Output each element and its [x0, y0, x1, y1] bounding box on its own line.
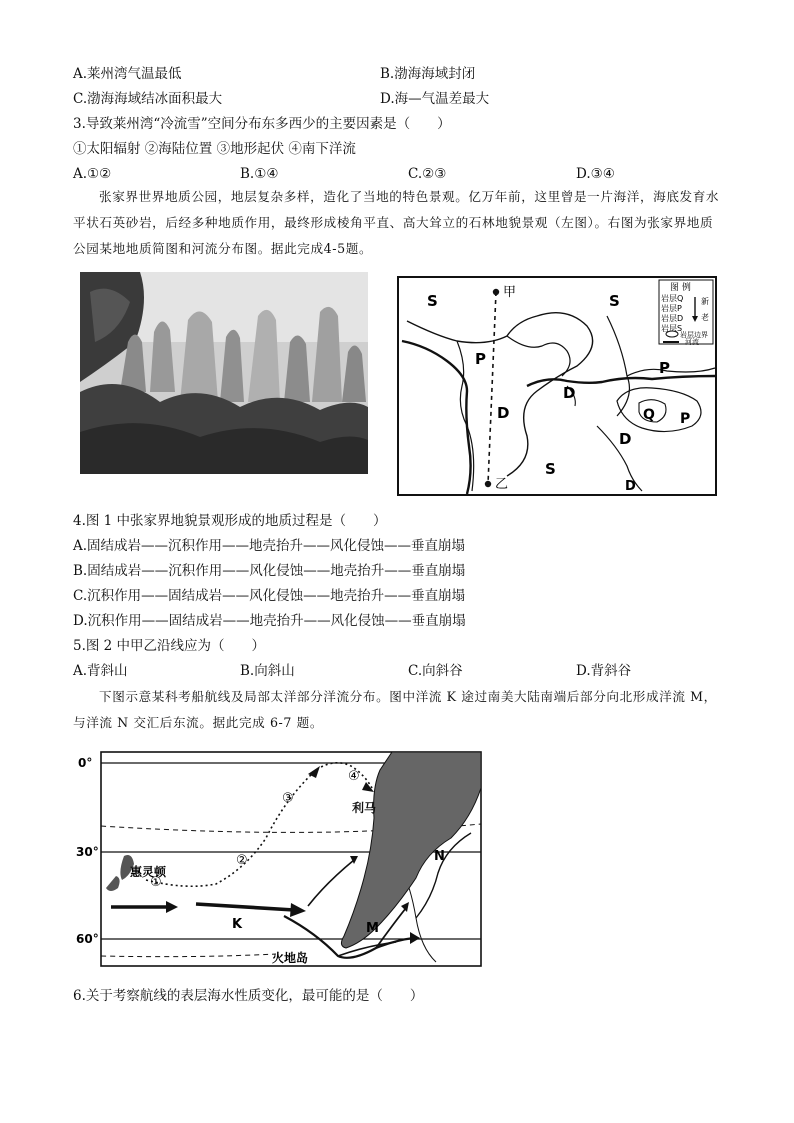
stone-forest-photo	[80, 272, 368, 474]
current-n: N	[434, 849, 445, 864]
legend-layer-q: 岩层Q	[661, 294, 684, 303]
legend-river: 河流	[685, 338, 699, 346]
label-wellington: 惠灵顿	[130, 865, 167, 879]
current-m: M	[366, 921, 379, 936]
layer-label: P	[680, 411, 691, 427]
q3-option-b: B.①④	[240, 166, 279, 182]
q6-stem: 6.关于考察航线的表层海水性质变化，最可能的是（ ）	[73, 988, 424, 1004]
label-tierra-del-fuego: 火地岛	[272, 951, 309, 965]
layer-label: D	[619, 430, 632, 448]
route-map	[76, 748, 496, 972]
layer-label: D	[563, 384, 576, 402]
legend-old: 老	[701, 313, 709, 322]
legend-layer-p: 岩层P	[661, 304, 682, 313]
layer-label: S	[427, 292, 438, 310]
q4-option-c: C.沉积作用——固结成岩——风化侵蚀——地壳抬升——垂直崩塌	[73, 588, 466, 604]
q4-stem: 4.图 1 中张家界地貌景观形成的地质过程是（ ）	[73, 513, 387, 529]
stop-3: ③	[282, 791, 294, 806]
layer-label: Q	[643, 407, 655, 423]
layer-label: S	[609, 292, 620, 310]
q3-factors: ①太阳辐射 ②海陆位置 ③地形起伏 ④南下洋流	[73, 141, 356, 157]
layer-label: P	[659, 359, 670, 377]
q3-option-c: C.②③	[408, 166, 447, 182]
q2-option-c: C.渤海海域结冰面积最大	[73, 91, 223, 107]
point-jia: 甲	[503, 285, 517, 300]
geologic-map	[397, 276, 717, 496]
q3-stem: 3.导致莱州湾“冷流雪”空间分布东多西少的主要因素是（ ）	[73, 116, 451, 132]
point-yi: 乙	[495, 477, 509, 492]
q4-option-a: A.固结成岩——沉积作用——地壳抬升——风化侵蚀——垂直崩塌	[73, 538, 466, 554]
legend-title: 图 例	[670, 283, 691, 293]
layer-label: S	[545, 460, 556, 478]
q2-option-a: A.莱州湾气温最低	[73, 66, 182, 82]
q4-option-b: B.固结成岩——沉积作用——风化侵蚀——地壳抬升——垂直崩塌	[73, 563, 466, 579]
lat-60: 60°	[76, 932, 99, 946]
legend-layer-d: 岩层D	[661, 314, 684, 323]
q2-option-d: D.海—气温差最大	[380, 91, 490, 107]
intro-6-7: 下图示意某科考船航线及局部太洋部分洋流分布。图中洋流 K 途过南美大陆南端后部分向北形成洋流 M，与洋流 N 交汇后东流。据此完成 6-7 题。	[73, 689, 717, 730]
lat-0: 0°	[78, 756, 93, 770]
q5-option-d: D.背斜谷	[576, 663, 632, 679]
current-k: K	[232, 917, 243, 932]
q2-option-b: B.渤海海域封闭	[380, 66, 476, 82]
layer-label: P	[475, 350, 486, 368]
q5-option-c: C.向斜谷	[408, 663, 463, 679]
q5-stem: 5.图 2 中甲乙沿线应为（ ）	[73, 638, 266, 654]
stop-2: ②	[236, 853, 248, 868]
q3-option-d: D.③④	[576, 166, 615, 182]
q5-option-a: A.背斜山	[73, 663, 128, 679]
stop-4: ④	[348, 769, 360, 784]
q3-option-a: A.①②	[73, 166, 112, 182]
label-lima: 利马	[352, 801, 377, 815]
layer-label: D	[625, 479, 636, 494]
legend-new: 新	[701, 297, 709, 306]
q4-option-d: D.沉积作用——固结成岩——地壳抬升——风化侵蚀——垂直崩塌	[73, 613, 466, 629]
stop-1: ①	[150, 875, 162, 890]
q5-option-b: B.向斜山	[240, 663, 295, 679]
legend-layer-s: 岩层S	[661, 324, 683, 333]
layer-label: D	[497, 404, 510, 422]
intro-4-5: 张家界世界地质公园，地层复杂多样，造化了当地的特色景观。亿万年前，这里曾是一片海洋，海底发育水平状石英砂岩，后经多种地质作用，最终形成棱角平直、高大耸立的石林地貌景观（左图）。右图为张家界地质公园某地地质简图和河流分布图。据此完成4-5题。	[73, 189, 720, 256]
lat-30: 30°	[76, 845, 99, 859]
map-legend	[659, 280, 713, 346]
legend-boundary: 岩层边界	[680, 331, 708, 339]
